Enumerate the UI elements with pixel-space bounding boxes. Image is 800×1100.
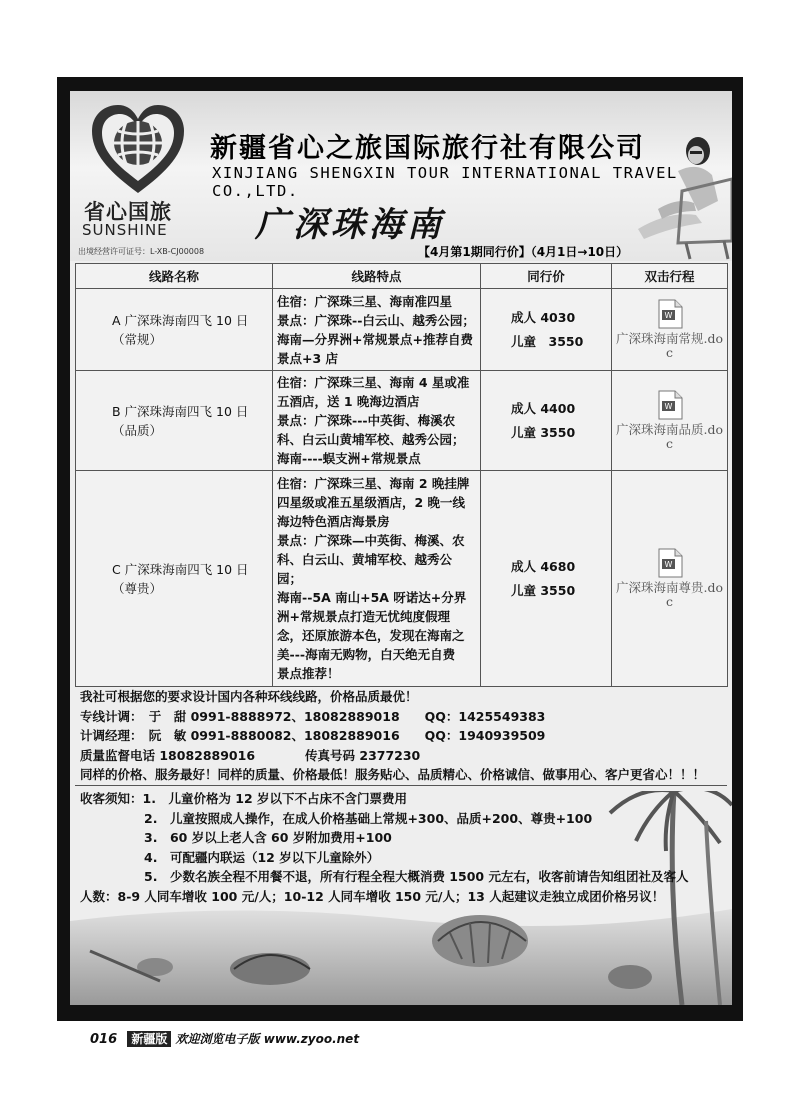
planning-manager-contact: 计调经理： 阮 敏 0991-8880082、18082889016 QQ：1940939509 (80, 728, 546, 743)
section-divider (75, 785, 727, 786)
note-item: 2. 儿童按照成人操作，在成人价格基础上常规+300、品质+200、尊贵+100 (144, 810, 593, 826)
doc-filename-ext: c (665, 594, 673, 609)
feature-line: 住宿：广深珠三星、海南准四星 (277, 293, 453, 309)
svg-text:W: W (664, 311, 672, 320)
word-document-icon[interactable] (657, 390, 683, 420)
note-item: 5. 少数名族全程不用餐不退，所有行程全程大概消费 1500 元左右，收客前请告知组团社及客人 (144, 869, 689, 884)
table-row (76, 289, 728, 371)
route-tier: （品质） (112, 422, 163, 438)
note-item: 3. 60 岁以上老人含 60 岁附加费用+100 (144, 830, 392, 845)
table-row (76, 471, 728, 687)
page-footer (90, 1030, 359, 1047)
itinerary-doc-link[interactable] (612, 289, 728, 371)
table-header-row (76, 264, 728, 289)
doc-filename: 广深珠海南尊贵.do (615, 580, 723, 595)
itinerary-doc-link[interactable] (612, 471, 728, 687)
logo-chinese-name: 省心国旅 (84, 200, 172, 224)
feature-line: 五酒店，送 1 晚海边酒店 (277, 394, 420, 409)
custom-route-note: 我社可根据您的要求设计国内各种环线线路，价格品质最优！ (80, 689, 418, 704)
header-route-name: 线路名称 (76, 264, 273, 289)
route-title: 广深珠海南 (255, 205, 445, 245)
table-row (76, 371, 728, 471)
company-name-cn: 新疆省心之旅国际旅行社有限公司 (210, 133, 645, 164)
edition-badge: 新疆版 (127, 1031, 171, 1047)
quality-supervision-phone: 质量监督电话 18082889016 传真号码 2377230 (80, 747, 421, 763)
feature-line: 景点：广深珠—中英街、梅溪、农 (277, 533, 465, 548)
heart-globe-logo-icon (88, 101, 188, 201)
feature-line: 念，还原旅游本色，发现在海南之 (277, 628, 465, 643)
child-price: 儿童 3550 (511, 424, 576, 440)
feature-line: 园； (277, 571, 303, 586)
adult-price: 成人 4400 (511, 400, 576, 416)
feature-line: 四星级或准五星级酒店，2 晚一线 (277, 495, 466, 510)
word-document-icon[interactable] (657, 299, 683, 329)
booking-notes (80, 789, 730, 906)
child-price: 儿童 3550 (511, 333, 584, 349)
feature-line: 海南----蜈支洲+常规景点 (277, 451, 421, 466)
svg-text:W: W (664, 402, 672, 411)
route-name: C 广深珠海南四飞 10 日 (112, 561, 249, 577)
child-price: 儿童 3550 (511, 582, 576, 598)
feature-line: 海南—分界洲+常规景点+推荐自费 (277, 331, 473, 347)
word-document-icon[interactable] (657, 548, 683, 578)
route-name-cell (76, 371, 273, 471)
doc-filename: 广深珠海南品质.do (615, 422, 723, 437)
feature-line: 科、白云山、黄埔军校、越秀公 (277, 552, 453, 567)
logo-english-name: SUNSHINE (82, 221, 168, 239)
route-name-cell (76, 471, 273, 687)
license-number: 出境经营许可证号：L-XB-CJ00008 (78, 247, 205, 256)
route-planner-contact: 专线计调： 于 甜 0991-8888972、18082889018 QQ：1425549383 (80, 708, 546, 724)
contact-info (80, 687, 725, 785)
feature-line: 洲+常规景点打造无忧纯度假理 (277, 609, 450, 624)
price-cell (481, 471, 612, 687)
feature-line: 科、白云山黄埔军校、越秀公园； (277, 432, 465, 447)
adult-price: 成人 4680 (511, 558, 576, 574)
feature-line: 景点+3 店 (277, 350, 339, 366)
note-item: 收客须知：1. 儿童价格为 12 岁以下不占床不含门票费用 (80, 791, 408, 806)
header-trade-price: 同行价 (481, 264, 612, 289)
route-tier: （常规） (112, 331, 163, 347)
route-features-cell (273, 471, 481, 687)
page-number: 016 (90, 1032, 118, 1047)
note-item: 4. 可配疆内联运（12 岁以下儿童除外） (144, 849, 380, 865)
feature-line: 住宿：广深珠三星、海南 2 晚挂牌 (277, 476, 470, 491)
doc-filename-ext: c (665, 436, 673, 451)
route-name: B 广深珠海南四飞 10 日 (112, 403, 249, 419)
ad-panel (70, 91, 732, 1005)
feature-line: 住宿：广深珠三星、海南 4 星或准 (277, 375, 470, 390)
doc-filename-ext: c (665, 345, 673, 360)
itinerary-doc-link[interactable] (612, 371, 728, 471)
route-name: A 广深珠海南四飞 10 日 (112, 312, 249, 328)
feature-line: 景点：广深珠---中英街、梅溪农 (277, 413, 456, 428)
route-price-table (75, 263, 728, 687)
route-name-cell (76, 289, 273, 371)
welcome-text: 欢迎浏览电子版 (175, 1032, 260, 1046)
service-slogan: 同样的价格、服务最好！同样的质量、价格最低！服务贴心、品质精心、价格诚信、做事用心、客户更省心！！！ (80, 767, 706, 782)
feature-line: 景点：广深珠--白云山、越秀公园； (277, 312, 475, 328)
feature-line: 海南--5A 南山+5A 呀诺达+分界 (277, 590, 467, 605)
price-period: 【4月第1期同行价】（4月1日→10日） (418, 245, 629, 259)
doc-filename: 广深珠海南常规.do (615, 331, 723, 346)
route-tier: （尊贵） (112, 580, 163, 596)
note-item: 人数：8-9 人同车增收 100 元/人；10-12 人同车增收 150 元/人；13 人起建议走独立成团价格另议！ (80, 888, 665, 904)
route-features-cell (273, 371, 481, 471)
header-banner (70, 91, 732, 261)
header-route-features: 线路特点 (273, 264, 481, 289)
svg-text:W: W (664, 560, 672, 569)
feature-line: 海边特色酒店海景房 (277, 514, 390, 529)
header-itinerary: 双击行程 (612, 264, 728, 289)
feature-line: 景点推荐！ (277, 666, 340, 681)
price-cell (481, 289, 612, 371)
website-link[interactable]: www.zyoo.net (263, 1032, 360, 1046)
woman-on-beach-chair-image (638, 131, 732, 261)
route-features-cell (273, 289, 481, 371)
feature-line: 美---海南无购物，白天绝无自费 (277, 647, 456, 662)
adult-price: 成人 4030 (511, 309, 576, 325)
company-name-en: XINJIANG SHENGXIN TOUR INTERNATIONAL TRAVEL CO.,LTD. (212, 164, 678, 200)
price-cell (481, 371, 612, 471)
